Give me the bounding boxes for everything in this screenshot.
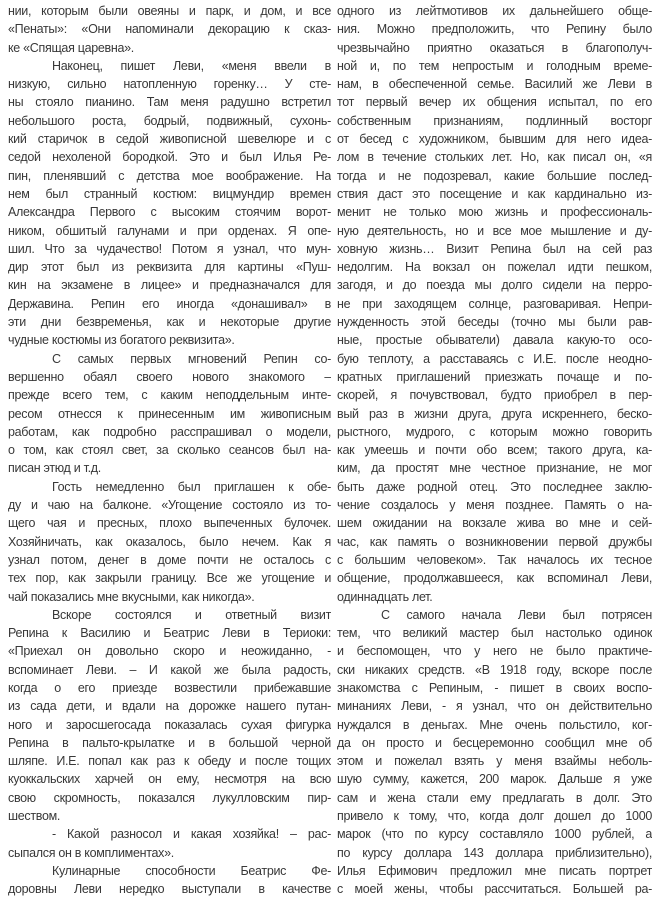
text-line: с большим человеком». Так началось их тесное xyxy=(337,552,652,567)
text-line: вспоминает Леви. – И какой же была радость, xyxy=(8,662,331,677)
text-line: писан этюд и т.д. xyxy=(8,461,101,476)
text-line: Державина. Репин его иногда «донашивал» в xyxy=(8,296,331,311)
text-line: Кулинарные способности Беатрис Фе- xyxy=(52,863,331,878)
text-line: Вскоре состоялся и ответный визит xyxy=(52,607,331,622)
text-line: загодя, и до поезда мы долго сидели на перро- xyxy=(337,278,652,293)
text-line: из сада дети, и вдали на дорожке нашего путан- xyxy=(8,699,331,714)
text-line: собственным признаниям, подлинный восторг xyxy=(337,113,652,128)
text-line: одиннадцать лет. xyxy=(337,589,433,604)
text-line: скорей, я почувствовал, будто приобрел в пер- xyxy=(337,388,652,403)
paragraph xyxy=(8,2,331,57)
text-line: тот первый вечер их общения испытал, по его xyxy=(337,95,652,110)
text-line: лом в течение стольких лет. Но, как писал он, «я xyxy=(337,150,652,165)
text-line: дир этот был из реквизита для картины «Пуш- xyxy=(8,260,331,275)
text-line: тогда и не подозревал, какие большие послед- xyxy=(337,168,652,183)
paragraph xyxy=(8,350,331,478)
text-line: этом и пожелал взять у меня взаймы неболь- xyxy=(337,754,652,769)
text-line: шляпе. И.Е. попал как раз к обеду и после тощих xyxy=(8,754,331,769)
text-line: бую теплоту, а расставаясь с И.Е. после неодно- xyxy=(337,351,652,366)
text-line: рыстного, мудрого, с которым можно говорить xyxy=(337,424,652,439)
text-line: С самого начала Леви был потрясен xyxy=(381,607,652,622)
text-line: ствия даст это посещение и как кардинально из- xyxy=(337,186,652,201)
text-line: шеством. xyxy=(8,809,61,824)
text-line: менит не только мою жизнь и профессиональ- xyxy=(337,205,652,220)
text-line: сыпался он в комплиментах». xyxy=(8,845,174,860)
text-line: и беспомощен, что у него не было практиче- xyxy=(337,644,652,659)
text-line: свою скромность, показался лукулловским пир- xyxy=(8,790,331,805)
text-line: чай показались мне вкусными, как никогда». xyxy=(8,589,255,604)
text-line: одного из лейтмотивов их дальнейшего обще- xyxy=(337,4,652,18)
text-line: работам, как подробно расспрашивал о модели, xyxy=(8,424,331,439)
text-column-right xyxy=(337,2,652,900)
text-column-left xyxy=(8,2,331,900)
text-line: небольшого роста, бодрый, подвижный, сухонь- xyxy=(8,113,331,128)
text-line: С самых первых мгновений Репин со- xyxy=(52,351,331,366)
text-line: ны стояло пианино. Там меня радушно встретил xyxy=(8,95,331,110)
text-line: час, как память о возникновении первой дружбы xyxy=(337,534,652,549)
text-line: по курсу доллара 143 доллара приблизительно), xyxy=(337,845,652,860)
text-line: кин на экзамене в лицее» и предназначался для xyxy=(8,278,331,293)
text-line: ником, обшитый галунами и при орденах. Я опе- xyxy=(8,223,331,238)
text-line: быть даже родной отец. Это последнее заклю- xyxy=(337,479,652,494)
text-line: шую сумму, кажется, 200 марок. Дальше я уже xyxy=(337,772,652,787)
paragraph xyxy=(8,478,331,606)
paragraph xyxy=(8,862,331,899)
text-line: чрезвычайно приятно оказаться в благополуч- xyxy=(337,40,652,55)
text-line: ного и заросшегосада показалась сухая фигурка xyxy=(8,717,331,732)
text-line: чудные костюмы из богатого реквизита». xyxy=(8,333,235,348)
text-line: узнал потом, денег в доме почти не осталось с xyxy=(8,552,331,567)
text-line: кратных приглашений приезжать почаще и по- xyxy=(337,369,652,384)
text-line: ски никаких средств. «В 1918 году, вскоре после xyxy=(337,662,652,677)
text-line: эти дни безвременья, как и некоторые другие xyxy=(8,315,331,330)
text-line: о том, как стоял свет, за сколько сеансов был на- xyxy=(8,443,331,458)
text-line: ресом отнесся к принесенным им живописным xyxy=(8,406,331,421)
text-line: низкую, сильно натопленную горенку… У сте- xyxy=(8,77,331,92)
text-line: ховную жизнь… Визит Репина был на сей раз xyxy=(337,241,652,256)
text-line: Репина к Василию и Беатрис Леви в Териоки: xyxy=(8,626,331,641)
text-line: чение создалось у меня позднее. Память о на- xyxy=(337,498,652,513)
text-line: ду и чаю на балконе. «Угощение состояло из то- xyxy=(8,498,331,513)
paragraph xyxy=(337,2,652,606)
text-line: да он просто и бесцеремонно сообщил мне об xyxy=(337,735,652,750)
text-line: марок (что по курсу составляло 1000 рублей, а xyxy=(337,827,652,842)
text-line: прежде всего тем, с каким неподдельным инте- xyxy=(8,388,331,403)
text-line: пин, пленявший с детства мое воображение. На xyxy=(8,168,331,183)
text-line: ке «Спящая царевна». xyxy=(8,40,134,55)
text-line: нужденность этой беседы (точно мы были рав- xyxy=(337,315,652,330)
text-line: минаниях Леви, - я узнал, что он действительно xyxy=(337,699,652,714)
paragraph xyxy=(8,57,331,350)
text-line: ния. Можно предположить, что Репину было xyxy=(337,22,652,37)
text-line: ной и, по тем непростым и голодным време- xyxy=(337,58,652,73)
text-line: кий старичок в седой живописной шевелюре и с xyxy=(8,132,331,147)
text-line: нам, в обеспеченной семье. Василий же Леви в xyxy=(337,77,652,92)
text-line: Гость немедленно был приглашен к обе- xyxy=(52,479,331,494)
text-line: тех пор, как закрыли границу. Все же угощение и xyxy=(8,571,331,586)
text-line: с моей жены, чтобы рассчитаться. Большей ра- xyxy=(337,882,652,897)
text-line: щего чая и пресных, плохо выпеченных булочек. xyxy=(8,516,331,531)
text-line: нуждался в деньгах. Мне очень польстило, ког- xyxy=(337,717,652,732)
text-line: общение, продолжавшееся, как вспоминал Леви, xyxy=(337,571,652,586)
text-line: седой нехоленой бородкой. Это и был Илья Ре- xyxy=(8,150,331,165)
paragraph xyxy=(8,606,331,826)
text-line: «Приехал он довольно скоро и неожиданно, - xyxy=(8,644,331,659)
text-line: шил. Что за чудачество! Потом я узнал, что мун- xyxy=(8,241,331,256)
text-line: Александра Первого с высоким стоячим ворот- xyxy=(8,205,331,220)
text-line: Хозяйничать, как оказалось, было нечем. Как я xyxy=(8,534,331,549)
text-line: недолгим. На вокзал он пожелал идти пешком, xyxy=(337,260,652,275)
text-line: нем был странный костюм: вицмундир времен xyxy=(8,186,331,201)
text-line: «Пенаты»: «Они напоминали декорацию к сказ- xyxy=(8,22,331,37)
text-line: - Какой разносол и какая хозяйка! – рас- xyxy=(52,827,331,842)
text-line: куоккальских харчей он ему, несмотря на всю xyxy=(8,772,331,787)
text-line: Илья Ефимович предложил мне писать портрет xyxy=(337,863,652,878)
text-line: Наконец, пишет Леви, «меня ввели в xyxy=(52,58,331,73)
text-line: доровны Леви нередко выступали в качестве xyxy=(8,882,331,897)
text-line: вый раз в жизни друга, друга искреннего, беско- xyxy=(337,406,652,421)
text-line: как умеешь и почти обо всем; такого друга, ка- xyxy=(337,443,652,458)
text-line: от бесед с художником, бывшим для него идеа- xyxy=(337,132,652,147)
text-line: привело к тому, что, когда долг дошел до 1000 xyxy=(337,809,652,824)
paragraph xyxy=(8,825,331,862)
text-line: ную деятельность, но и все мое мышление и ду- xyxy=(337,223,652,238)
text-line: Репина в пальто-крылатке и в большой черной xyxy=(8,735,331,750)
text-line: вершенно обаял своего нового знакомого – xyxy=(8,369,331,384)
text-line: не при заходящем солнце, разговаривая. Непри- xyxy=(337,296,652,311)
text-line: когда о его приезде возвестили прибежавшие xyxy=(8,680,331,695)
text-line: ким, да простят мне честное признание, не мог xyxy=(337,461,652,476)
text-line: тем, что великий мастер был настолько одинок xyxy=(337,626,652,641)
text-line: шем ожидании на вокзале жива во мне и сей- xyxy=(337,516,652,531)
text-line: знакомства с Репиным, - пишет в своих воспо- xyxy=(337,680,652,695)
text-line: нии, которым были овеяны и парк, и дом, и все xyxy=(8,4,331,18)
text-line: ные, простые обыватели) давала какую-то осо- xyxy=(337,333,652,348)
paragraph xyxy=(337,606,652,899)
text-line: сам и жена стали ему предлагать в долг. Это xyxy=(337,790,652,805)
